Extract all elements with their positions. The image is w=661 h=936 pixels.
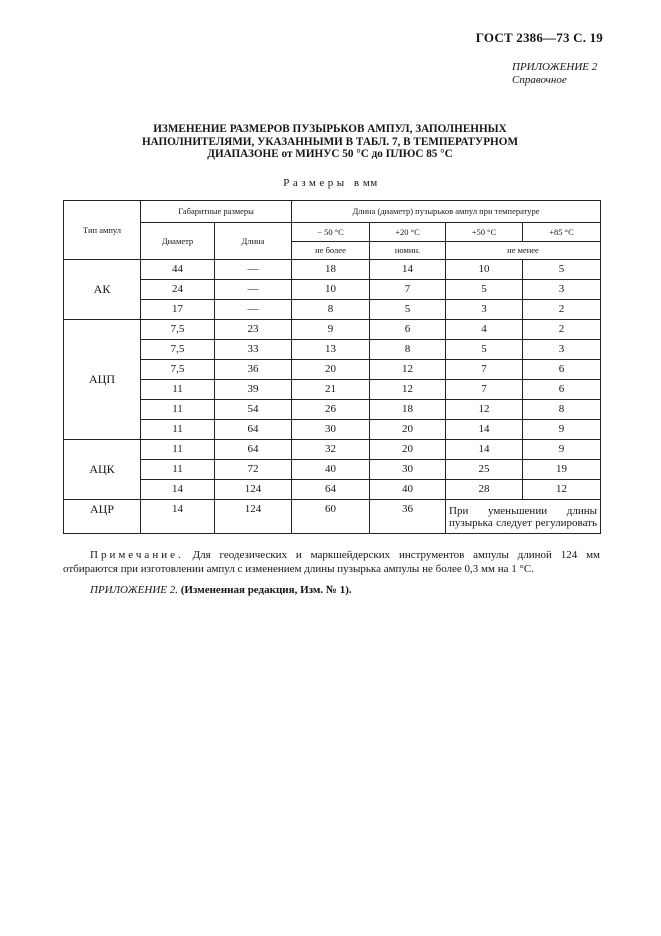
- table-cell: 40: [292, 460, 370, 480]
- table-cell: —: [215, 260, 292, 280]
- table-cell: 7: [446, 380, 523, 400]
- header-type: Тип ампул: [64, 201, 141, 260]
- table-cell: 30: [292, 420, 370, 440]
- header-row-1: [64, 201, 601, 223]
- table-row: [64, 260, 601, 280]
- title-line-2: НАПОЛНИТЕЛЯМИ, УКАЗАННЫМИ В ТАБЛ. 7, В ТЕМПЕРАТУРНОМ: [141, 135, 519, 148]
- table-cell: 10: [446, 260, 523, 280]
- header-not-less: не менее: [446, 242, 601, 260]
- table-cell: —: [215, 300, 292, 320]
- table-cell: 6: [523, 360, 601, 380]
- header-length: Длина: [215, 223, 292, 260]
- table-cell: 26: [292, 400, 370, 420]
- table-cell: 12: [523, 480, 601, 500]
- type-cell: АЦК: [64, 440, 141, 500]
- table-cell: 36: [215, 360, 292, 380]
- table-cell: 24: [141, 280, 215, 300]
- change-text: (Измененная редакция, Изм. № 1).: [180, 584, 352, 596]
- table-row: [64, 280, 601, 300]
- table-cell: 2: [523, 320, 601, 340]
- table-cell: 14: [370, 260, 446, 280]
- table-row: [64, 460, 601, 480]
- table-cell: 12: [446, 400, 523, 420]
- appendix-block: [512, 61, 597, 87]
- table-row: [64, 440, 601, 460]
- table-cell: 14: [446, 440, 523, 460]
- table-cell: 44: [141, 260, 215, 280]
- header-t-minus50: − 50 °С: [292, 223, 370, 242]
- table-cell: 6: [523, 380, 601, 400]
- table-cell: 14: [446, 420, 523, 440]
- table-cell: 11: [141, 420, 215, 440]
- header-row-2: [64, 223, 601, 242]
- table-cell: 3: [523, 280, 601, 300]
- table-cell: 12: [370, 360, 446, 380]
- table-cell: 7: [370, 280, 446, 300]
- table-cell: 3: [523, 340, 601, 360]
- table-cell: 13: [292, 340, 370, 360]
- change-note: [90, 584, 352, 596]
- table-cell: 4: [446, 320, 523, 340]
- table-cell: 11: [141, 440, 215, 460]
- header-overall: Габаритные размеры: [141, 201, 292, 223]
- table-cell: 8: [523, 400, 601, 420]
- footnote: [63, 549, 600, 576]
- bubble-size-table: [63, 200, 601, 534]
- table-row: [64, 500, 601, 534]
- table-cell: 14: [141, 500, 215, 534]
- table-cell: 7,5: [141, 340, 215, 360]
- table-cell: 64: [215, 440, 292, 460]
- table-cell: 19: [523, 460, 601, 480]
- table-cell: 5: [370, 300, 446, 320]
- table-cell: 8: [292, 300, 370, 320]
- units-caption: [0, 177, 661, 189]
- footnote-text: Для геодезических и маркшейдерских инструментов ампулы длиной 124 мм отбираются при изготовлении ампул с изменением длины пузырька ампулы не более 0,3 мм на 1 °С.: [63, 549, 601, 575]
- table-cell: 64: [292, 480, 370, 500]
- table-cell: 20: [370, 420, 446, 440]
- table-cell: 8: [370, 340, 446, 360]
- table-cell: 9: [292, 320, 370, 340]
- document-title: [90, 123, 570, 161]
- table-row: [64, 320, 601, 340]
- type-cell: АК: [64, 260, 141, 320]
- table-cell: 23: [215, 320, 292, 340]
- table-row: [64, 340, 601, 360]
- table-cell: 11: [141, 400, 215, 420]
- header-t-plus50: +50 °С: [446, 223, 523, 242]
- header-nominal: номин.: [370, 242, 446, 260]
- table-cell: —: [215, 280, 292, 300]
- table-cell: 18: [292, 260, 370, 280]
- table-cell: 11: [141, 460, 215, 480]
- table-cell: 40: [370, 480, 446, 500]
- table-cell: 124: [215, 480, 292, 500]
- header-t-plus85: +85 °С: [523, 223, 601, 242]
- type-cell: АЦП: [64, 320, 141, 440]
- table-cell: 14: [141, 480, 215, 500]
- table-cell: 9: [523, 440, 601, 460]
- table-row: [64, 380, 601, 400]
- table-cell: 28: [446, 480, 523, 500]
- header-bubble: Длина (диаметр) пузырьков ампул при температуре: [292, 201, 601, 223]
- units-caption-unit: в мм: [353, 177, 378, 189]
- appendix-kind: Справочное: [512, 74, 567, 86]
- table-cell: 7: [446, 360, 523, 380]
- title-line-3: ДИАПАЗОНЕ от МИНУС 50 °С до ПЛЮС 85 °С: [207, 148, 453, 160]
- table-cell: 72: [215, 460, 292, 480]
- table-cell: 17: [141, 300, 215, 320]
- table-cell: 20: [370, 440, 446, 460]
- units-caption-text: Размеры: [283, 177, 348, 189]
- table-cell: 5: [523, 260, 601, 280]
- table-cell: 33: [215, 340, 292, 360]
- table-cell: 60: [292, 500, 370, 534]
- header-not-more: не более: [292, 242, 370, 260]
- table-cell: 21: [292, 380, 370, 400]
- table-cell: 36: [370, 500, 446, 534]
- regulation-note-cell: При уменьшении длины пузырька следует регулировать: [446, 500, 601, 534]
- table-cell: 10: [292, 280, 370, 300]
- title-line-1: ИЗМЕНЕНИЕ РАЗМЕРОВ ПУЗЫРЬКОВ АМПУЛ, ЗАПОЛНЕННЫХ: [153, 123, 507, 135]
- page-header: ГОСТ 2386—73 С. 19: [475, 30, 603, 45]
- table-cell: 7,5: [141, 360, 215, 380]
- table-cell: 7,5: [141, 320, 215, 340]
- table-cell: 11: [141, 380, 215, 400]
- table-cell: 5: [446, 280, 523, 300]
- change-label: ПРИЛОЖЕНИЕ 2.: [90, 584, 178, 596]
- table-row: [64, 360, 601, 380]
- header-diameter: Диаметр: [141, 223, 215, 260]
- table-cell: 2: [523, 300, 601, 320]
- header-t-plus20: +20 °С: [370, 223, 446, 242]
- table-cell: 25: [446, 460, 523, 480]
- table-cell: 3: [446, 300, 523, 320]
- table-cell: 124: [215, 500, 292, 534]
- table-cell: 12: [370, 380, 446, 400]
- table-cell: 20: [292, 360, 370, 380]
- table-cell: 64: [215, 420, 292, 440]
- table-row: [64, 400, 601, 420]
- table-cell: 6: [370, 320, 446, 340]
- footnote-label: Примечание.: [90, 549, 184, 561]
- type-cell: АЦР: [64, 500, 141, 534]
- table-row: [64, 420, 601, 440]
- table-row: [64, 300, 601, 320]
- table-cell: 54: [215, 400, 292, 420]
- table-cell: 5: [446, 340, 523, 360]
- table-cell: 9: [523, 420, 601, 440]
- table-cell: 30: [370, 460, 446, 480]
- table-cell: 18: [370, 400, 446, 420]
- table-cell: 32: [292, 440, 370, 460]
- table-cell: 39: [215, 380, 292, 400]
- table-row: [64, 480, 601, 500]
- appendix-label: ПРИЛОЖЕНИЕ 2: [512, 61, 598, 73]
